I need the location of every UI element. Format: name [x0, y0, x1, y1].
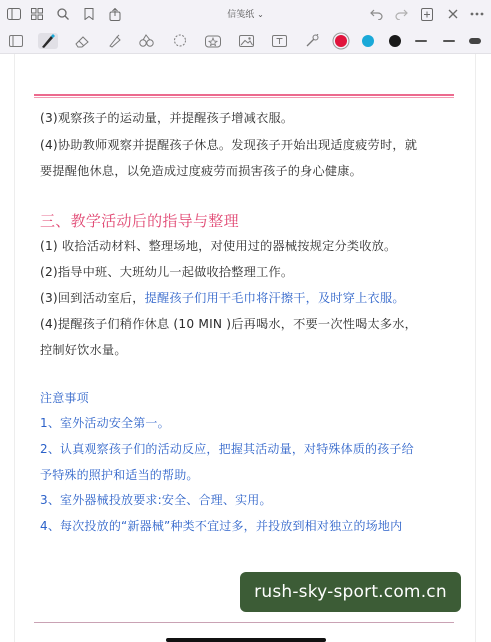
sidebar-toggle-icon[interactable] [6, 6, 22, 22]
add-page-icon[interactable] [419, 6, 435, 22]
color-swatch-cyan[interactable] [362, 35, 374, 47]
text-line: 要提醒他休息，以免造成过度疲劳而损害孩子的身心健康。 [40, 164, 363, 178]
text-segment: (3)回到活动室后， [40, 291, 145, 305]
search-icon[interactable] [55, 6, 71, 22]
text-line: (2)指导中班、大班幼儿一起做收拾整理工作。 [40, 265, 294, 279]
note-item: 4、每次投放的“新器械”种类不宜过多，并投放到相对独立的场地内 [40, 519, 403, 533]
watermark-banner: rush-sky-sport.com.cn [240, 572, 461, 612]
note-item: 3、室外器械投放要求:安全、合理、实用。 [40, 493, 272, 507]
document-title-area [0, 7, 491, 20]
close-icon[interactable] [445, 6, 461, 22]
color-swatch-black[interactable] [389, 35, 401, 47]
more-options-icon[interactable] [469, 6, 485, 22]
text-line: (1) 收拾活动材料、整理场地，对使用过的器械按规定分类收放。 [40, 239, 397, 253]
highlighter-icon[interactable] [107, 33, 123, 49]
highlighted-text: 提醒孩子们用干毛巾将汗擦干，及时穿上衣服。 [144, 291, 405, 305]
note-item: 1、室外活动安全第一。 [40, 416, 170, 430]
note-item: 2、认真观察孩子们的活动反应，把握其活动量，对特殊体质的孩子给 [40, 442, 414, 456]
color-swatch-red[interactable] [335, 35, 347, 47]
pink-divider-top-thin [34, 97, 454, 98]
text-line: (4)提醒孩子们稍作休息 (10 MIN )后再喝水，不要一次性喝太多水， [40, 317, 418, 331]
bookmark-icon[interactable] [81, 6, 97, 22]
eraser-icon[interactable] [74, 33, 90, 49]
section-heading: 三、教学活动后的指导与整理 [40, 212, 239, 230]
read-mode-icon[interactable] [8, 33, 24, 49]
document-title-button[interactable] [227, 10, 264, 20]
lasso-icon[interactable] [172, 33, 188, 49]
redo-icon[interactable] [393, 6, 409, 22]
chevron-down-icon: ⌄ [257, 10, 264, 19]
drawing-toolbar [0, 28, 491, 54]
shape-tool-icon[interactable] [139, 33, 155, 49]
image-icon[interactable] [238, 33, 254, 49]
sticker-icon[interactable] [205, 33, 221, 49]
undo-icon[interactable] [368, 6, 384, 22]
stroke-width-thin[interactable] [415, 40, 427, 42]
grid-icon[interactable] [29, 6, 45, 22]
laser-pointer-icon[interactable] [304, 33, 320, 49]
text-line: (4)协助教师观察并提醒孩子休息。发现孩子开始出现适度疲劳时，就 [40, 138, 418, 152]
top-nav-bar [0, 0, 491, 28]
text-line: (3)观察孩子的运动量，并提醒孩子增减衣服。 [40, 111, 294, 125]
notes-title: 注意事项 [40, 391, 89, 405]
text-line: 控制好饮水量。 [40, 343, 127, 357]
stroke-width-medium[interactable] [443, 40, 455, 42]
pink-divider-top [34, 94, 454, 96]
bottom-divider [34, 622, 454, 623]
share-icon[interactable] [107, 6, 123, 22]
stroke-width-thick[interactable] [469, 38, 481, 44]
text-line [40, 290, 405, 306]
text-box-icon[interactable] [271, 33, 287, 49]
home-indicator[interactable] [166, 638, 326, 642]
document-title: 信笺纸 [227, 10, 255, 20]
pen-tool-icon[interactable] [38, 33, 58, 49]
note-item: 予特殊的照护和适当的帮助。 [40, 468, 199, 482]
